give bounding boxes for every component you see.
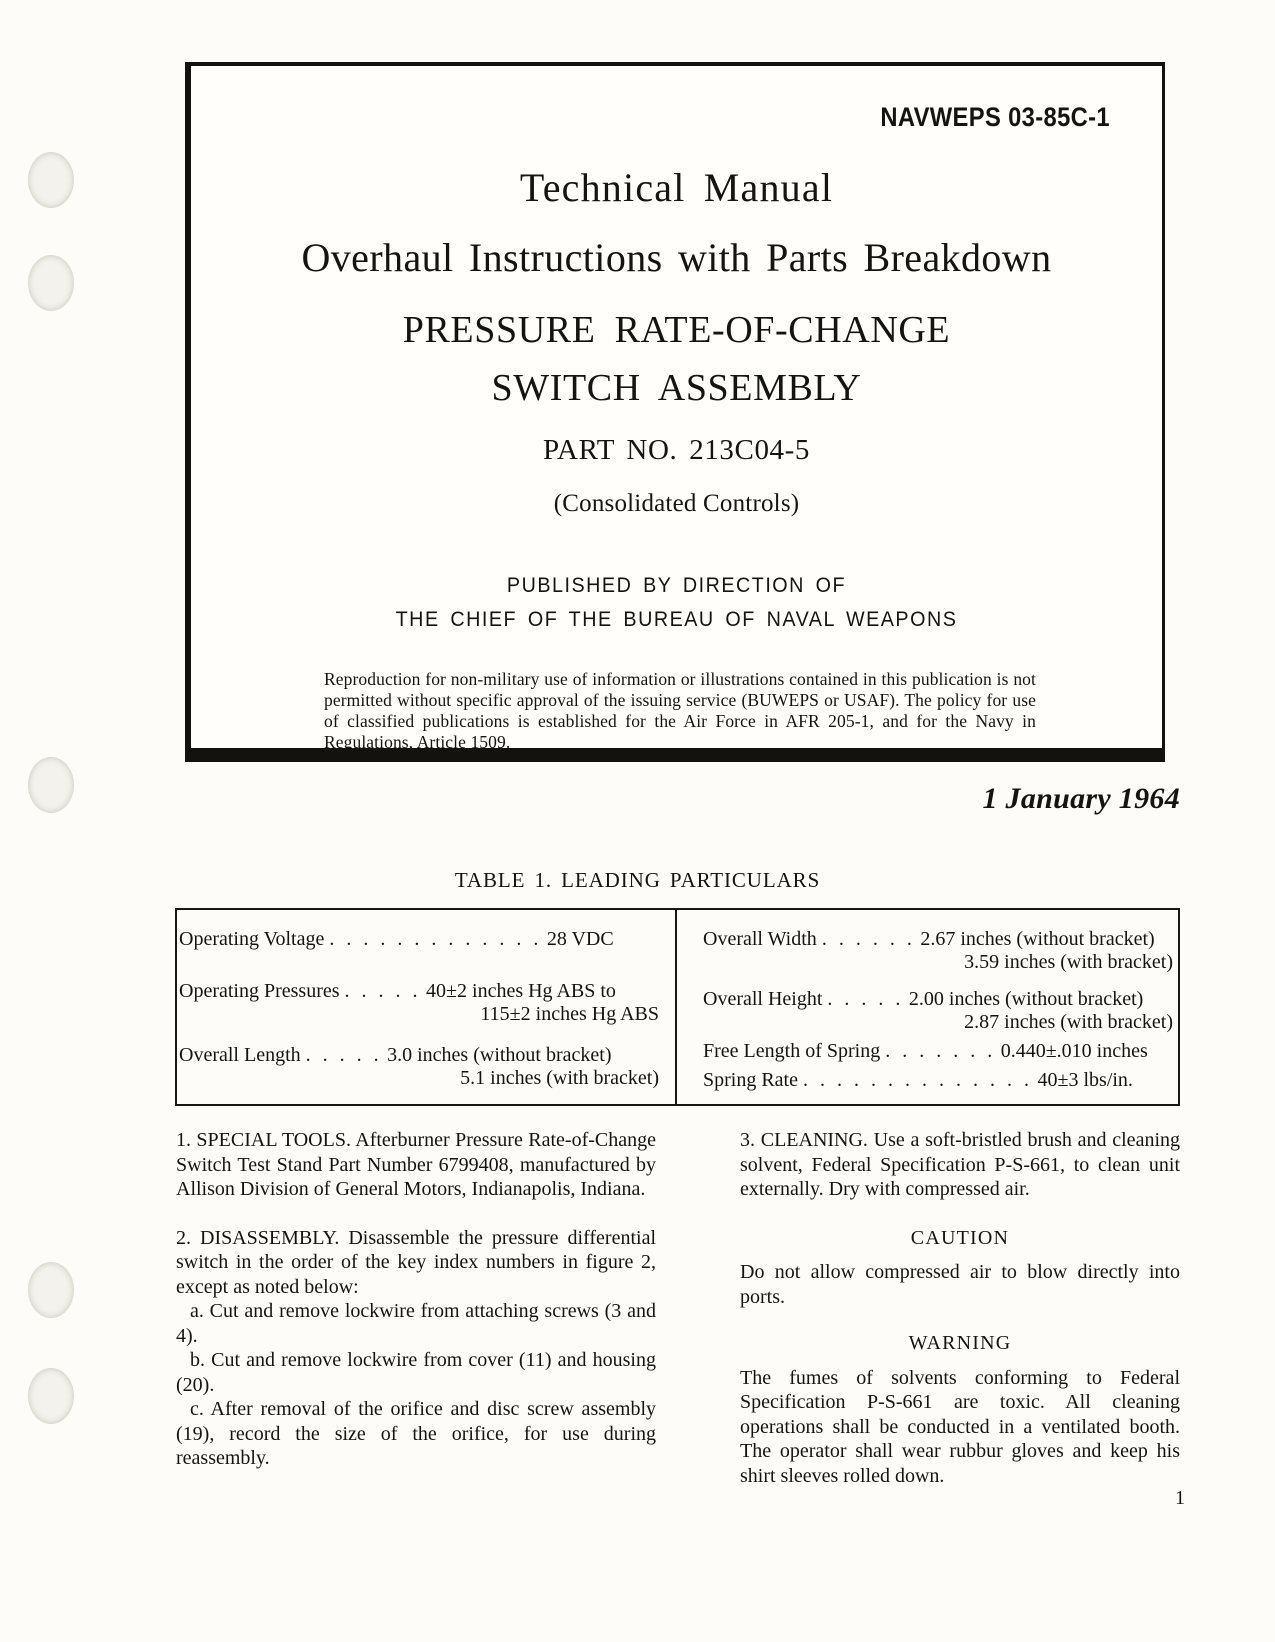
row-leader-dots: . . . . . . — [821, 928, 916, 950]
table-caption: TABLE 1. LEADING PARTICULARS — [454, 868, 821, 892]
row-value-secondary: 3.59 inches (with bracket) — [964, 951, 1173, 973]
table-row — [703, 1040, 1173, 1063]
row-label: Operating Pressures — [179, 980, 340, 1002]
row-value: 40±3 lbs/in. — [1037, 1069, 1133, 1091]
table-row — [703, 1069, 1173, 1092]
caution-body: Do not allow compressed air to blow directly into ports. — [740, 1261, 1180, 1308]
row-value: 2.67 inches (without bracket) — [920, 928, 1155, 950]
caution-heading: CAUTION — [910, 1226, 1010, 1249]
row-value-secondary: 2.87 inches (with bracket) — [964, 1011, 1173, 1033]
reproduction-notice: Reproduction for non-military use of information or illustrations contained in this publication is not permitted without specific approval of the issuing service (BUWEPS or USAF). The policy for use of classified publications is established for the Air Force in AFR 205-1, and for the Navy in Regulations, Article 1509. — [324, 669, 1036, 752]
section-cleaning: 3. CLEANING. Use a soft-bristled brush and cleaning solvent, Federal Specification P-S-661, to clean unit externally. Dry with compressed air. — [740, 1129, 1180, 1200]
row-leader-dots: . . . . . — [344, 980, 422, 1002]
row-value: 28 VDC — [546, 928, 614, 950]
row-value: 3.0 inches (without bracket) — [387, 1044, 612, 1066]
warning-heading: WARNING — [908, 1332, 1012, 1354]
row-value: 0.440±.010 inches — [1000, 1040, 1148, 1062]
table-column-right — [677, 910, 1178, 1104]
row-leader-dots: . . . . . . . — [885, 1040, 996, 1062]
body-column-left — [176, 1128, 656, 1471]
row-value: 2.00 inches (without bracket) — [908, 988, 1144, 1010]
page-number: 1 — [1175, 1487, 1185, 1509]
row-value-secondary: 5.1 inches (with bracket) — [460, 1067, 659, 1089]
row-label: Operating Voltage — [179, 928, 325, 950]
published-by-line-1: PUBLISHED BY DIRECTION OF — [506, 574, 847, 597]
row-label: Overall Height — [703, 988, 823, 1010]
section-disassembly-b: b. Cut and remove lockwire from cover (11) and housing (20). — [176, 1349, 656, 1396]
title-overhaul-instructions: Overhaul Instructions with Parts Breakdown — [301, 235, 1052, 280]
row-leader-dots: . . . . . . . . . . . . . . — [803, 1069, 1033, 1091]
navweps-number: NAVWEPS 03-85C-1 — [880, 102, 1110, 132]
row-label: Overall Length — [179, 1044, 301, 1066]
punch-hole — [28, 1368, 74, 1424]
section-disassembly-c: c. After removal of the orifice and disc screw assembly (19), record the size of the orifice, for use during reassembly. — [176, 1398, 656, 1469]
row-leader-dots: . . . . . . . . . . . . . — [329, 928, 542, 950]
punch-hole — [28, 1262, 74, 1318]
published-by-line-2: THE CHIEF OF THE BUREAU OF NAVAL WEAPONS — [395, 608, 958, 631]
title-frame — [185, 62, 1165, 762]
manufacturer-name: (Consolidated Controls) — [553, 490, 800, 517]
row-leader-dots: . . . . . — [827, 988, 904, 1010]
table-column-left — [177, 910, 677, 1104]
body-column-right — [740, 1128, 1180, 1510]
product-title-line-1: PRESSURE RATE-OF-CHANGE — [402, 309, 951, 351]
table-row — [179, 1044, 659, 1090]
punch-hole — [28, 152, 74, 208]
row-label: Overall Width — [703, 928, 817, 950]
table-row — [179, 928, 659, 951]
warning-body: The fumes of solvents conforming to Federal Specification P-S-661 are toxic. All cleaning operations shall be conducted in a ventilated booth. The operator shall wear rubbur gloves and keep his shirt sleeves rolled down. — [740, 1366, 1180, 1487]
title-technical-manual: Technical Manual — [519, 165, 834, 210]
section-disassembly-a: a. Cut and remove lockwire from attaching screws (3 and 4). — [176, 1300, 656, 1347]
row-leader-dots: . . . . . — [305, 1044, 383, 1066]
row-label: Spring Rate — [703, 1069, 798, 1091]
table-row — [703, 988, 1173, 1034]
section-special-tools: 1. SPECIAL TOOLS. Afterburner Pressure Rate-of-Change Switch Test Stand Part Number 6799408, manufactured by Allison Division of General Motors, Indianapolis, Indiana. — [176, 1129, 656, 1200]
document-date: 1 January 1964 — [982, 782, 1180, 815]
row-value: 40±2 inches Hg ABS to — [426, 980, 616, 1002]
punch-hole — [28, 255, 74, 311]
row-value-secondary: 115±2 inches Hg ABS — [480, 1003, 659, 1025]
row-label: Free Length of Spring — [703, 1040, 881, 1062]
part-number: PART NO. 213C04-5 — [542, 434, 811, 466]
punch-hole — [28, 757, 74, 813]
product-title-line-2: SWITCH ASSEMBLY — [491, 367, 862, 409]
table-row — [179, 980, 659, 1026]
leading-particulars-table — [175, 908, 1180, 1106]
section-disassembly: 2. DISASSEMBLY. Disassemble the pressure differential switch in the order of the key index numbers in figure 2, except as noted below: — [176, 1226, 656, 1298]
table-row — [703, 928, 1173, 974]
